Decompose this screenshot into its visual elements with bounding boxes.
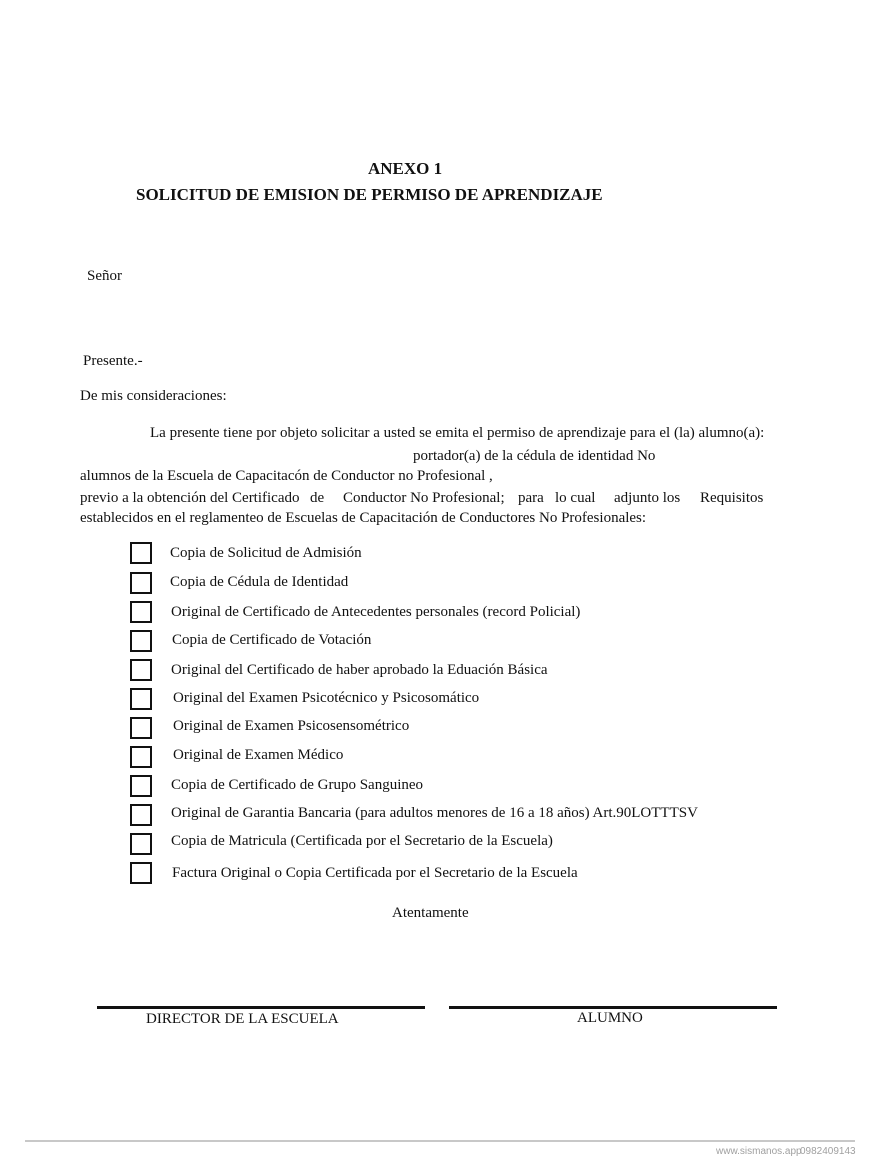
closing-text: Atentamente [392,905,469,921]
requirement-label: Original de Examen Médico [173,747,344,763]
requirement-label: Original de Examen Psicosensométrico [173,718,410,734]
presente-line: Presente.- [83,353,143,369]
student-signature-line [449,1006,777,1009]
student-signature-label: ALUMNO [577,1010,643,1026]
requirement-label: Original del Certificado de haber aprobado la Eduación Básica [171,662,548,678]
requirement-checkbox[interactable] [130,862,152,884]
body-line-4-part-6: adjunto los [614,490,681,506]
requirement-checkbox[interactable] [130,746,152,768]
requirement-label: Copia de Certificado de Grupo Sanguineo [171,777,424,793]
body-line-4-part-4: para [518,490,544,506]
body-line-4-part-3: Conductor No Profesional; [343,490,505,506]
requirement-checkbox[interactable] [130,833,152,855]
requirement-checkbox[interactable] [130,804,152,826]
annex-heading: ANEXO 1 [368,159,443,178]
greeting: De mis consideraciones: [80,388,227,404]
footer-divider [25,1140,855,1142]
requirement-checkbox[interactable] [130,688,152,710]
body-line-4-part-1: previo a la obtención del Certificado [80,490,300,506]
requirement-checkbox[interactable] [130,717,152,739]
footer-phone: 0982409143 [800,1146,856,1157]
requirement-label: Copia de Cédula de Identidad [170,574,349,590]
requirement-label: Original de Garantia Bancaria (para adultos menores de 16 a 18 años) Art.90LOTTTSV [171,805,698,821]
director-signature-label: DIRECTOR DE LA ESCUELA [146,1011,339,1027]
requirement-label: Original del Examen Psicotécnico y Psicosomático [173,690,480,706]
body-line-5: establecidos en el reglamenteo de Escuelas de Capacitación de Conductores No Profesionales: [80,510,647,526]
salutation: Señor [87,268,122,284]
requirement-checkbox[interactable] [130,572,152,594]
requirement-checkbox[interactable] [130,601,152,623]
requirement-checkbox[interactable] [130,775,152,797]
requirement-label: Copia de Solicitud de Admisión [170,545,362,561]
requirement-checkbox[interactable] [130,630,152,652]
requirement-checkbox[interactable] [130,542,152,564]
requirement-label: Copia de Matricula (Certificada por el Secretario de la Escuela) [171,833,553,849]
body-line-4-part-7: Requisitos [700,490,764,506]
requirement-label: Factura Original o Copia Certificada por el Secretario de la Escuela [172,865,578,881]
body-line-4-part-2: de [310,490,325,506]
requirement-checkbox[interactable] [130,659,152,681]
body-line-1: La presente tiene por objeto solicitar a usted se emita el permiso de aprendizaje para el (la) alumno(a): [150,425,765,441]
footer-site: www.sismanos.app [716,1146,802,1157]
requirement-label: Copia de Certificado de Votación [172,632,372,648]
body-line-2: portador(a) de la cédula de identidad No [413,448,656,464]
director-signature-line [97,1006,425,1009]
body-line-3: alumnos de la Escuela de Capacitacón de Conductor no Profesional , [80,468,493,484]
body-line-4-part-5: lo cual [555,490,596,506]
document-title: SOLICITUD DE EMISION DE PERMISO DE APRENDIZAJE [136,185,603,204]
requirement-label: Original de Certificado de Antecedentes personales (record Policial) [171,604,581,620]
